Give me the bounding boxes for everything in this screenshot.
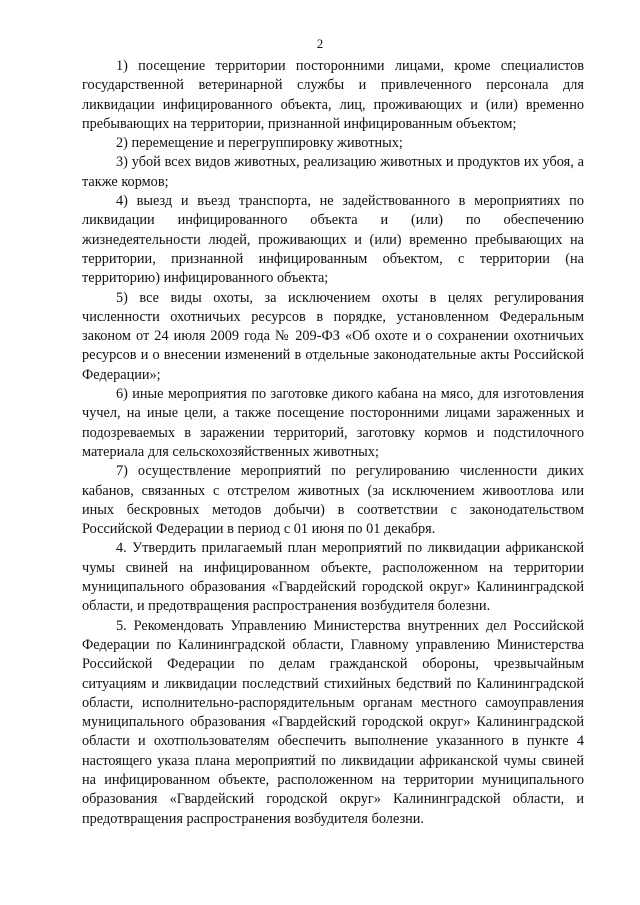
document-body xyxy=(82,57,584,829)
paragraph-item-4: 4) выезд и въезд транспорта, не задействованного в мероприятиях по ликвидации инфицированного объекта и (или) по обеспечению жизнедеятельности людей, проживающих и (или) временно пребывающих на территории, признанной инфицированным объектом, с территории (на территорию) инфицированного объекта; xyxy=(82,193,584,287)
paragraph-item-3: 3) убой всех видов животных, реализацию животных и продуктов их убоя, а также кормов; xyxy=(82,154,584,190)
paragraph-point-4: 4. Утвердить прилагаемый план мероприятий по ликвидации африканской чумы свиней на инфицированном объекте, расположенном на территории муниципального образования «Гвардейский городской округ» Калининградской области, и предотвращения распространения возбудителя болезни. xyxy=(82,540,584,615)
paragraph-item-1: 1) посещение территории посторонними лицами, кроме специалистов государственной ветеринарной службы и привлеченного персонала для ликвидации инфицированного объекта, лиц, проживающих и (или) временно пребывающих на территории, признанной инфицированным объектом; xyxy=(82,58,584,132)
paragraph-item-6: 6) иные мероприятия по заготовке дикого кабана на мясо, для изготовления чучел, на иные цели, а также посещение посторонними лицами зараженных и подозреваемых в заражении территорий, заготовку кормов и подстилочного материала для сельскохозяйственных животных; xyxy=(82,386,584,460)
paragraph-item-2: 2) перемещение и перегруппировку животных; xyxy=(116,135,403,152)
page-number: 2 xyxy=(316,36,324,51)
paragraph-item-5: 5) все виды охоты, за исключением охоты в целях регулирования численности охотничьих ресурсов в порядке, установленном Федеральным законом от 24 июля 2009 года № 209-ФЗ «Об охоте и о сохранении охотничьих ресурсов и о внесении изменений в отдельные законодательные акты Российской Федерации»; xyxy=(82,289,584,383)
paragraph-item-7: 7) осуществление мероприятий по регулированию численности диких кабанов, связанных с отстрелом животных (за исключением живоотлова или иных бескровных методов добычи) в соответствии с законодательством Российской Федерации в период с 01 июня по 01 декабря. xyxy=(82,463,584,538)
paragraph-point-5: 5. Рекомендовать Управлению Министерства внутренних дел Российской Федерации по Калининградской области, Главному управлению Министерства Российской Федерации по делам гражданской обороны, чрезвычайным ситуациям и ликвидации последствий стихийных бедствий по Калининградской области, исполнительно-распорядительным органам местного самоуправления муниципального образования «Гвардейский городской округ» Калининградской области и охотпользователям обеспечить выполнение указанного в пункте 4 настоящего указа плана мероприятий по ликвидации африканской чумы свиней на инфицированном объекте, расположенном на территории муниципального образования «Гвардейский городской округ» Калининградской области, и предотвращения распространения возбудителя болезни. xyxy=(82,617,584,827)
